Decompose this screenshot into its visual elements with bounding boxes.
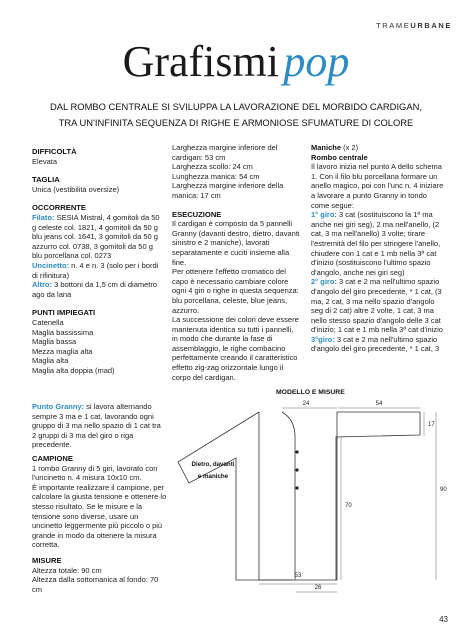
dim-total: 90	[440, 487, 447, 493]
round-3: 3°giro: 3 cat e 2 ma nell'ultimo spazio d'angolo del giro precedente, * 1 cat, 3	[311, 334, 440, 354]
measurements-heading: MISURE	[32, 556, 62, 565]
round-1: 1° giro: 3 cat (sostituiscono la 1ª ma anche nei giri seg), 2 ma nell'anello, (2 cat, 3 ma nell'anello) 3 volte; tirare l'estremità del filo per stringere l'anello, chiudere con 1 cat e 1 mb nella 3ª cat d'inizio (sostituiscono l'ultimo spazio d'angolo, anche nei giri seg)	[311, 210, 441, 277]
dim-half-hem: 26	[314, 585, 322, 591]
stitches-heading: PUNTI IMPIEGATI	[32, 308, 96, 318]
execution-heading: ESECUZIONE	[172, 209, 222, 219]
button-2	[295, 468, 298, 471]
front-left-outline	[178, 412, 292, 580]
front-right-outline	[336, 412, 420, 580]
size-heading: TAGLIA	[32, 175, 60, 185]
button-1	[295, 450, 298, 453]
gauge-heading: CAMPIONE	[32, 454, 73, 463]
granny-stitch-text: Punto Granny: si lavora alternando sempre 3 ma e 1 cat, lavorando ogni gruppo di 3 ma nello spazio di 1 cat tra 2 gruppi di 3 ma del giro o riga precedente.	[32, 402, 161, 450]
title-accent: pop	[283, 37, 350, 86]
stitch-item: Mezza maglia alta	[32, 346, 93, 356]
section-brand: TRAMEURBANE	[376, 21, 452, 30]
button-3	[295, 486, 298, 489]
stitch-item: Catenella	[32, 317, 64, 327]
round-2: 2° giro: 3 cat e 2 ma nell'ultimo spazio d'angolo del giro precedente, * 1 cat, (3 ma, 2 cat, 3 ma nello spazio d'angolo seg di 2 cat) altre 2 volte, 1 cat, 3 ma nello stesso spazio d'angolo delle 3 cat d'inizio; 1 cat e 1 mb nella 3ª cat d'inizio	[311, 277, 443, 335]
yarn-text: Filato: SESIA Mistral, 4 gomitoli da 50 g celeste col. 1821, 4 gomitoli da 50 g blu jeans col. 1641, 3 gomitoli da 50 g azzurro col. 0738, 3 gomitoli da 50 g blu porcellana col. 0273	[32, 212, 160, 261]
hook-text: Uncinetto: n. 4 e n. 3 (solo per i bordi di rifinitura)	[32, 260, 159, 280]
materials-heading: OCCORRENTE	[32, 203, 87, 213]
panel-label-line-1: Dietro, davanti	[191, 461, 235, 468]
back-body-outline	[259, 412, 337, 580]
gauge-block: CAMPIONE 1 rombo Granny di 5 giri, lavorato con l'uncinetto n. 4 misura 10x10 cm. È importante realizzare il campione, per calcolare la giusta tensione e ottenere lo stesso risultato. Se le misure e la tensione sono diverse, usare un uncinetto leggermente più piccolo o più grande in modo da ottenere la misura corretta.	[32, 454, 167, 550]
difficulty-value: Elevata	[32, 156, 58, 166]
stitch-item: Maglia bassa	[32, 337, 77, 347]
dim-hem: 53	[294, 573, 302, 579]
stitch-item: Maglia bassissima	[32, 327, 94, 337]
stitch-item: Maglia alta	[32, 356, 69, 366]
column-execution: Larghezza margine inferiore del cardigan: 53 cm Larghezza scollo: 24 cm Lunghezza manica: 54 cm Larghezza margine inferiore della manica: 17 cm ESECUZIONE Il cardigan è composto da 5 pannelli Granny (davanti destro, dietro, davanti sinistro e 2 maniche), lavorati separatamente e cuciti insieme alla fine. Per ottenere l'effetto cromatico del capo è necessario cambiare colore ogni 4 giri o righe in questa sequenza: blu porcellana, celeste, blue jeans, azzurro. La successione dei colori deve essere mantenuta identica su tutti i pannelli, in modo che durante la fase di assemblaggio, le righe combacino perfettamente creando il caratteristico effetto zig-zag orizzontale lungo il corpo del cardigan.	[172, 143, 300, 382]
stitch-item: Maglia alta doppia (mad)	[32, 365, 115, 375]
size-value: Unica (vestibilità oversize)	[32, 184, 120, 194]
rhombus-heading: Rombo centrale	[311, 152, 368, 162]
dim-cuff: 17	[428, 422, 435, 428]
sleeves-heading: Maniche (x 2)	[311, 143, 359, 152]
other-text: Altro: 3 bottoni da 1,5 cm di diametro ago da lana	[32, 280, 158, 299]
dim-body: 70	[345, 503, 352, 509]
dim-neck: 24	[302, 401, 310, 407]
neck-curve	[282, 412, 295, 580]
measurements-block: MISURE Altezza totale: 90 cm Altezza dalla sottomanica al fondo: 70 cm	[32, 556, 167, 594]
title-main: Grafismi	[122, 37, 279, 86]
column-instructions: Maniche (x 2) Rombo centrale Il lavoro inizia nel punto A dello schema 1. Con il filo blu porcellana formare un anello magico, poi con l'unc n. 4 iniziare a lavorare a punto Granny in tondo come segue: 1° giro: 3 cat (sostituiscono la 1ª ma anche nei giri seg), 2 ma nell'anello, (2 cat, 3 ma nell'anello) 3 volte; tirare l'estremità del filo per stringere l'anello, chiudere con 1 cat e 1 mb nella 3ª cat d'inizio (sostituiscono l'ultimo spazio d'angolo, anche nei giri seg) 2° giro: 3 cat e 2 ma nell'ultimo spazio d'angolo del giro precedente, * 1 cat, (3 ma, 2 cat, 3 ma nello spazio d'angolo seg di 2 cat) altre 2 volte, 1 cat, 3 ma nello stesso spazio d'angolo delle 3 cat d'inizio; 1 cat e 1 mb nella 3ª cat d'inizio 3°giro: 3 cat e 2 ma nell'ultimo spazio d'angolo del giro precedente, * 1 cat, 3	[311, 143, 446, 354]
difficulty-heading: DIFFICOLTÀ	[32, 147, 77, 156]
dim-sleeve: 54	[375, 401, 383, 407]
page-subtitle: DAL ROMBO CENTRALE SI SVILUPPA LA LAVORAZIONE DEL MORBIDO CARDIGAN, TRA UN'INFINITA SEQUENZA DI RIGHE E ARMONIOSE SFUMATURE DI COLORE	[50, 101, 422, 128]
panel-label-line-2: e maniche	[197, 473, 229, 480]
diagram-title: MODELLO E MISURE	[276, 389, 345, 396]
page-number: 43	[439, 615, 448, 624]
